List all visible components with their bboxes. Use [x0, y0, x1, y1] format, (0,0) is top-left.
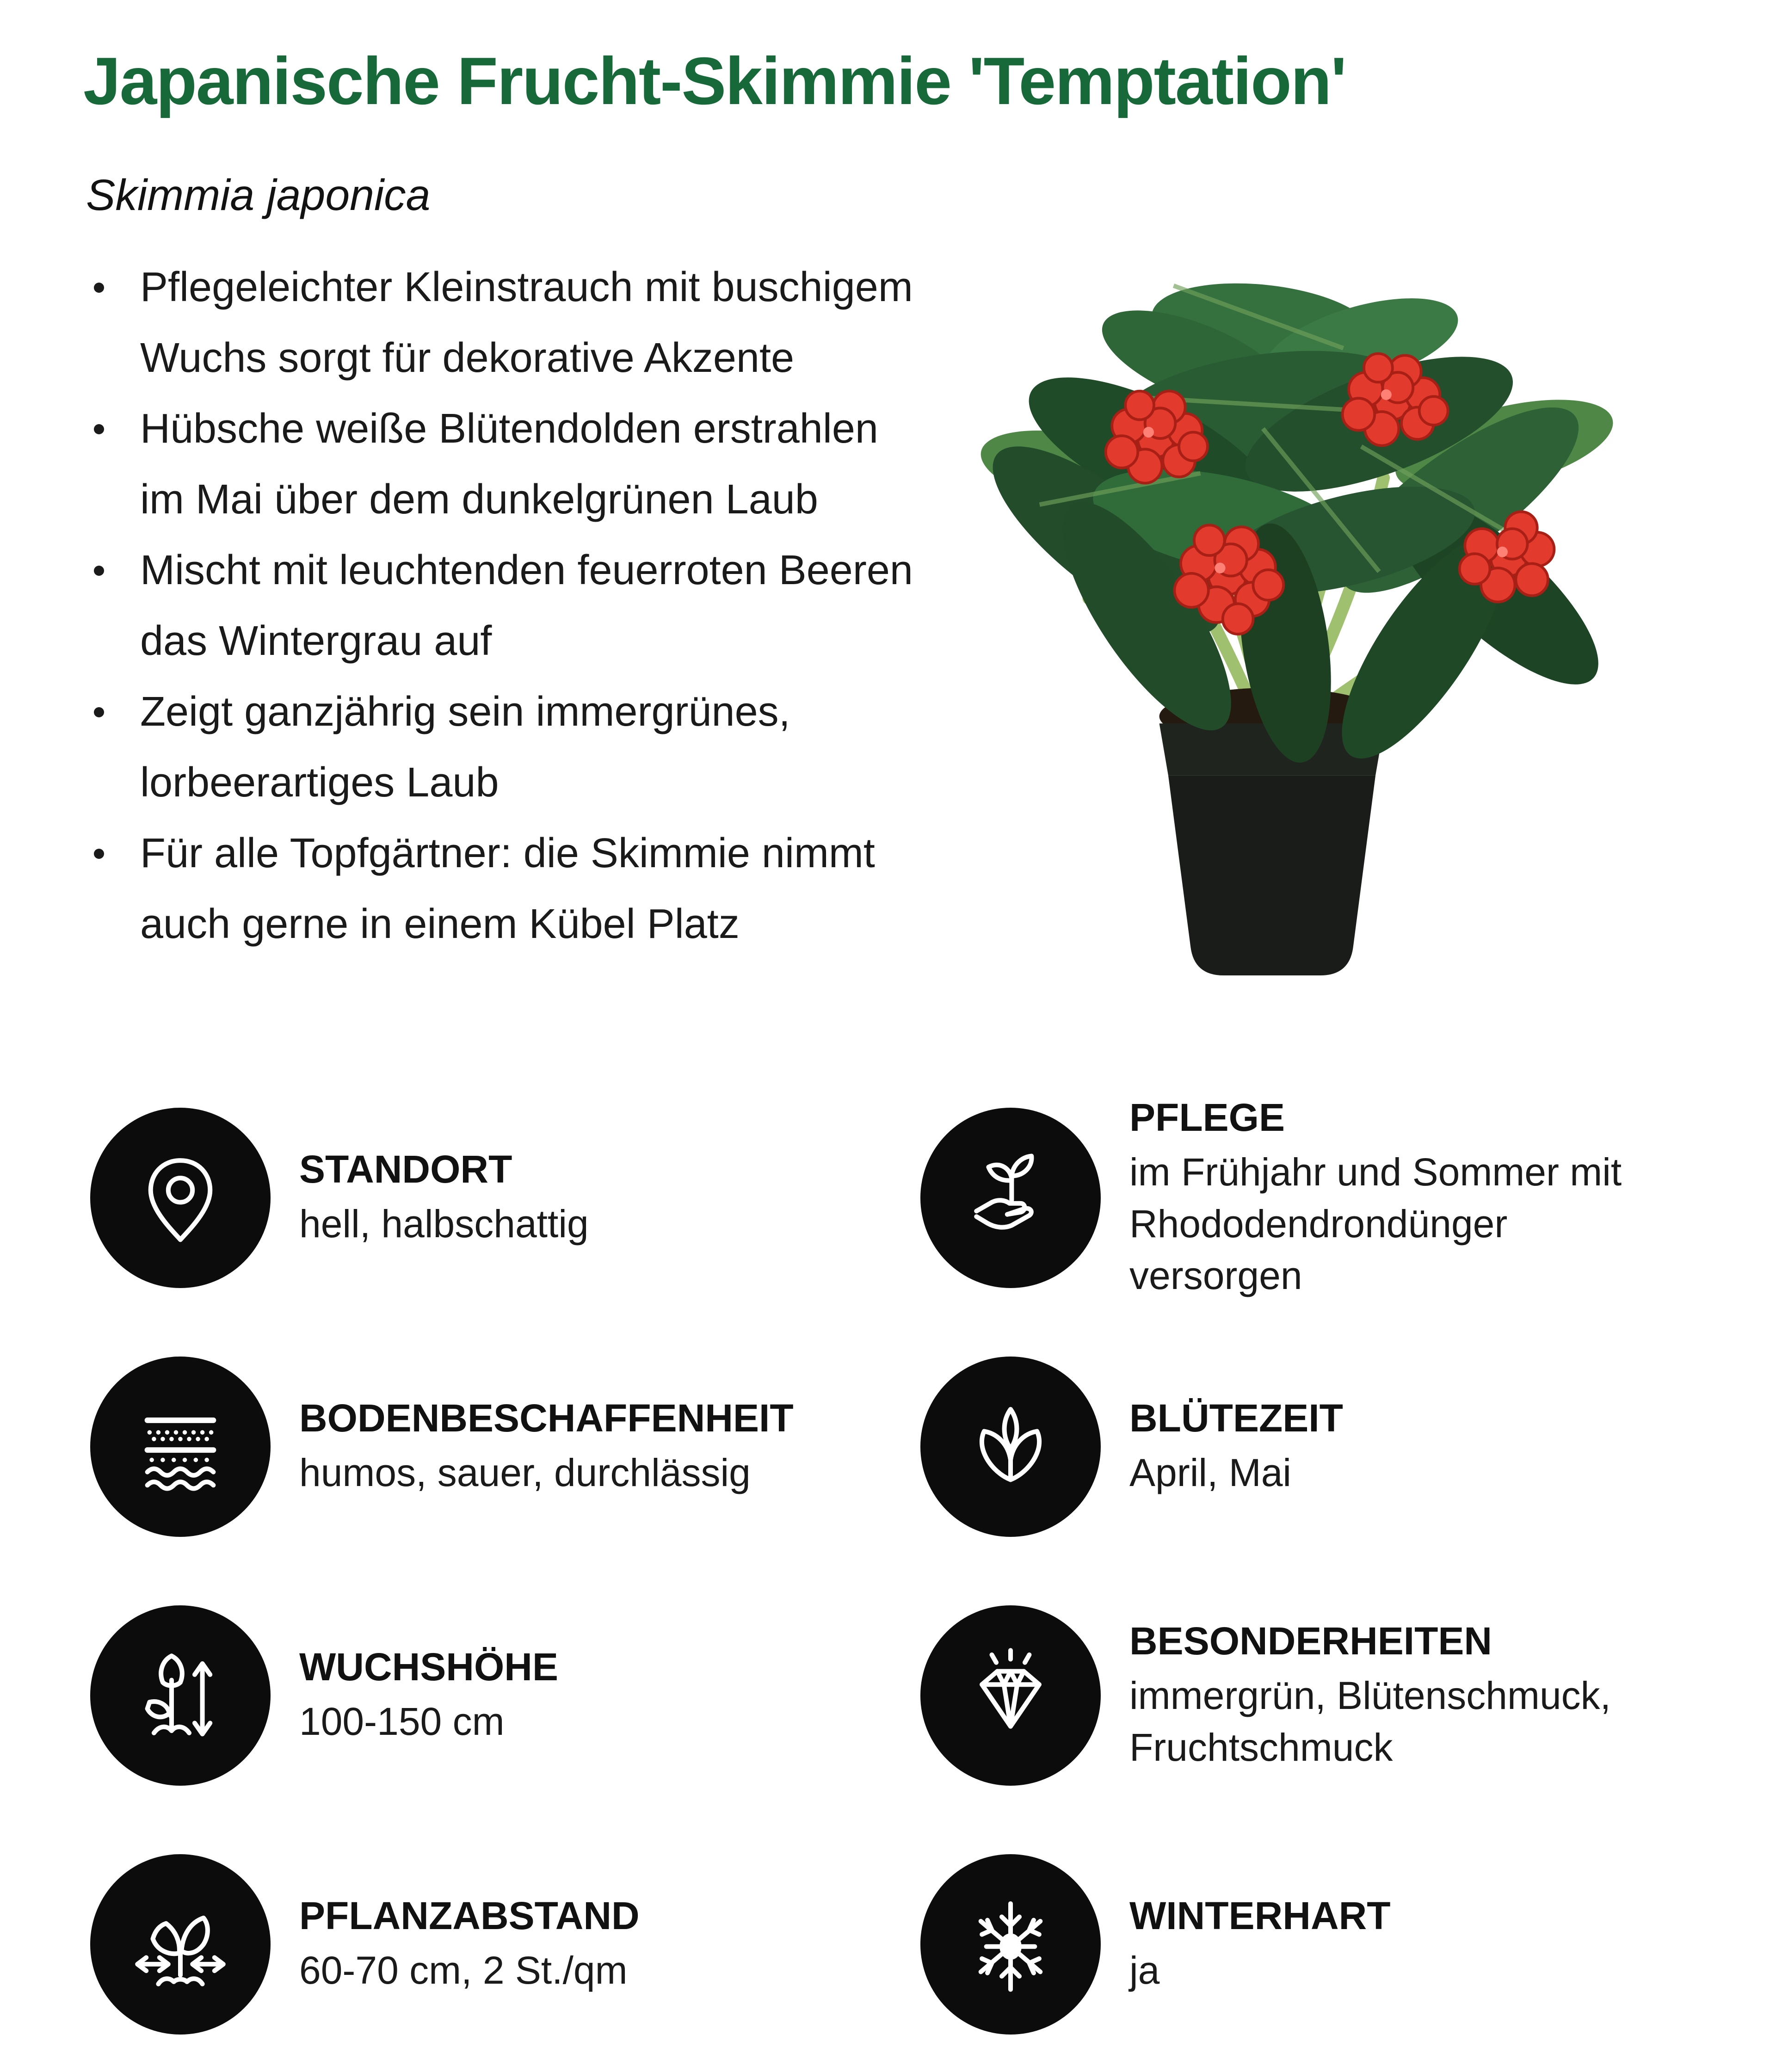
- feature-label: STANDORT: [299, 1147, 512, 1191]
- feature-pflege: [920, 1096, 1640, 1297]
- feature-label: WINTERHART: [1129, 1894, 1391, 1937]
- bullet-line: Pflegeleichter Kleinstrauch mit buschigem: [140, 264, 913, 310]
- feature-value: 100-150 cm: [299, 1700, 505, 1743]
- icon-circle: [920, 1605, 1101, 1786]
- icon-circle: [920, 1357, 1101, 1537]
- feature-label: BODENBESCHAFFENHEIT: [299, 1396, 794, 1440]
- icon-circle: [920, 1854, 1101, 2035]
- botanical-name: Skimmia japonica: [86, 171, 431, 220]
- feature-value: April, Mai: [1129, 1451, 1292, 1494]
- feature-value: ja: [1129, 1949, 1160, 1992]
- location-pin-icon: [125, 1143, 235, 1253]
- feature-grid: [90, 1096, 1640, 2035]
- bullet-line: Hübsche weiße Blütendolden erstrahlen: [140, 406, 878, 452]
- feature-value: im Frühjahr und Sommer mit Rhododendrondünger versorgen: [1129, 1150, 1622, 1297]
- feature-value: hell, halbschattig: [299, 1202, 589, 1246]
- feature-standort: [90, 1108, 920, 1288]
- page-title: Japanische Frucht-Skimmie 'Temptation': [83, 43, 1346, 118]
- snowflake-icon: [956, 1889, 1066, 1999]
- icon-circle: [90, 1357, 271, 1537]
- feature-bluetezeit: [920, 1357, 1640, 1537]
- icon-circle: [920, 1108, 1101, 1288]
- bullet-line: Zeigt ganzjährig sein immergrünes,: [140, 689, 790, 735]
- bullet-line: Wuchs sorgt für dekorative Akzente: [140, 335, 795, 381]
- flower-icon: [956, 1392, 1066, 1502]
- plant-spacing-icon: [125, 1889, 235, 1999]
- feature-wuchshoehe: [90, 1605, 920, 1786]
- feature-bodenbeschaffenheit: [90, 1357, 920, 1537]
- icon-circle: [90, 1854, 271, 2035]
- feature-pflanzabstand: [90, 1854, 920, 2035]
- feature-label: PFLEGE: [1129, 1096, 1285, 1139]
- bullet-line: auch gerne in einem Kübel Platz: [140, 901, 740, 947]
- bullet-line: im Mai über dem dunkelgrünen Laub: [140, 476, 818, 523]
- hand-plant-icon: [956, 1143, 1066, 1253]
- bullet-line: Mischt mit leuchtenden feuerroten Beeren: [140, 547, 913, 593]
- diamond-icon: [956, 1640, 1066, 1751]
- bullet-line: Für alle Topfgärtner: die Skimmie nimmt: [140, 830, 875, 876]
- feature-label: PFLANZABSTAND: [299, 1894, 640, 1937]
- feature-label: WUCHSHÖHE: [299, 1645, 558, 1689]
- skimmia-plant-photo: [879, 164, 1665, 1001]
- growth-height-icon: [125, 1640, 235, 1751]
- feature-value: humos, sauer, durchlässig: [299, 1451, 751, 1494]
- soil-layers-icon: [125, 1392, 235, 1502]
- feature-label: BLÜTEZEIT: [1129, 1396, 1343, 1440]
- feature-winterhart: [920, 1854, 1640, 2035]
- icon-circle: [90, 1108, 271, 1288]
- feature-value: 60-70 cm, 2 St./qm: [299, 1949, 628, 1992]
- bullet-line: das Wintergrau auf: [140, 618, 492, 664]
- feature-label: BESONDERHEITEN: [1129, 1619, 1492, 1663]
- icon-circle: [90, 1605, 271, 1786]
- bullet-line: lorbeerartiges Laub: [140, 759, 499, 806]
- feature-value: immergrün, Blütenschmuck, Fruchtschmuck: [1129, 1674, 1611, 1769]
- feature-besonderheiten: [920, 1605, 1640, 1786]
